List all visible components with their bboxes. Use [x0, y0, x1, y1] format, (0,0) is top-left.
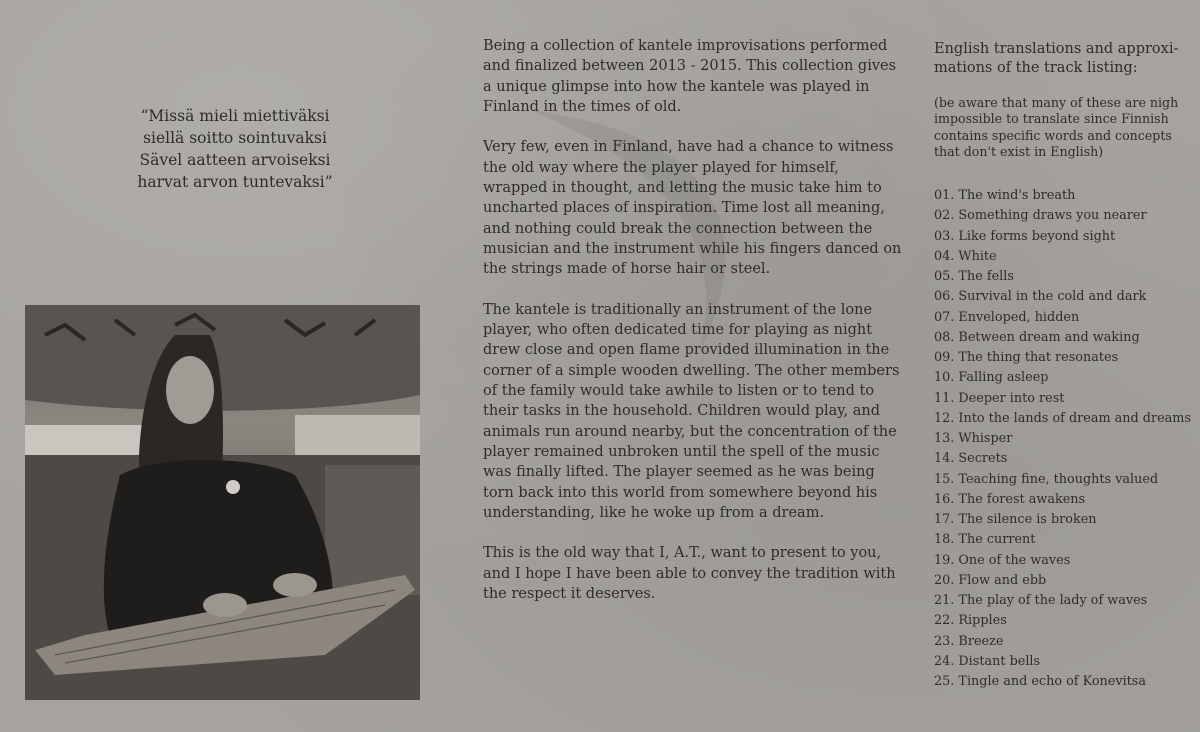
track-item: 01. The wind's breath [934, 188, 1076, 204]
quote-line: Sävel aatteen arvoiseksi [139, 151, 331, 169]
track-list [934, 186, 1192, 692]
quote-line: harvat arvon tuntevaksi” [137, 173, 333, 191]
track-item: 21. The play of the lady of waves [934, 593, 1148, 609]
track-item: 18. The current [934, 532, 1036, 548]
kantele-player-photo [25, 305, 420, 700]
track-item: 17. The silence is broken [934, 512, 1097, 528]
track-item: 07. Enveloped, hidden [934, 309, 1080, 325]
track-item: 13. Whisper [934, 431, 1013, 447]
track-listing-heading: English translations and approxi-mations of the track listing: [934, 41, 1179, 76]
track-item: 16. The forest awakens [934, 491, 1086, 507]
quote-line: “Missä mieli miettiväksi [140, 107, 330, 125]
track-item: 23. Breeze [934, 633, 1004, 649]
track-item: 24. Distant bells [934, 653, 1041, 669]
track-item: 03. Like forms beyond sight [934, 228, 1116, 244]
translation-note: (be aware that many of these are nigh impossible to translate since Finnish contains specific words and concepts that don't exist in English) [934, 95, 1179, 159]
body-paragraph: The kantele is traditionally an instrument of the lone player, who often dedicated time for playing as night drew close and open flame provided illumination in the corner of a simple wooden dwelling. The other members of the family would take awhile to listen or to tend to their tasks in the household. Children would play, and animals run around nearby, but the concentration of the player remained unbroken until the spell of the music was finally lifted. The player seemed as he was being torn back into this world from somewhere beyond his understanding, like he woke up from a dream. [483, 301, 900, 521]
track-listing [934, 40, 1192, 692]
liner-notes-text [483, 36, 903, 625]
track-item: 02. Something draws you nearer [934, 208, 1147, 224]
track-item: 19. One of the waves [934, 552, 1071, 568]
body-paragraph: This is the old way that I, A.T., want to present to you, and I hope I have been able to convey the tradition with the respect it deserves. [483, 545, 896, 603]
track-item: 14. Secrets [934, 451, 1008, 467]
track-item: 09. The thing that resonates [934, 350, 1119, 366]
track-item: 06. Survival in the cold and dark [934, 289, 1147, 305]
track-item: 11. Deeper into rest [934, 390, 1065, 406]
track-item: 12. Into the lands of dream and dreams [934, 410, 1192, 426]
track-item: 04. White [934, 248, 997, 264]
body-paragraph: Being a collection of kantele improvisations performed and finalized between 2013 - 2015. This collection gives a unique glimpse into how the kantele was played in Finland in the times of old. [483, 38, 897, 115]
track-item: 20. Flow and ebb [934, 572, 1047, 588]
finnish-verse-quote [105, 105, 365, 193]
track-item: 10. Falling asleep [934, 370, 1049, 386]
track-item: 05. The fells [934, 269, 1014, 285]
track-item: 15. Teaching fine, thoughts valued [934, 471, 1159, 487]
track-item: 08. Between dream and waking [934, 329, 1140, 345]
quote-line: siellä soitto sointuvaksi [143, 129, 327, 147]
track-item: 22. Ripples [934, 613, 1007, 629]
track-item: 25. Tingle and echo of Konevitsa [934, 674, 1147, 690]
body-paragraph: Very few, even in Finland, have had a chance to witness the old way where the player played for himself, wrapped in thought, and letting the music take him to uncharted places of inspiration. Time lost all meaning, and nothing could break the connection between the musician and the instrument while his fingers danced on the strings made of horse hair or steel. [483, 139, 902, 278]
